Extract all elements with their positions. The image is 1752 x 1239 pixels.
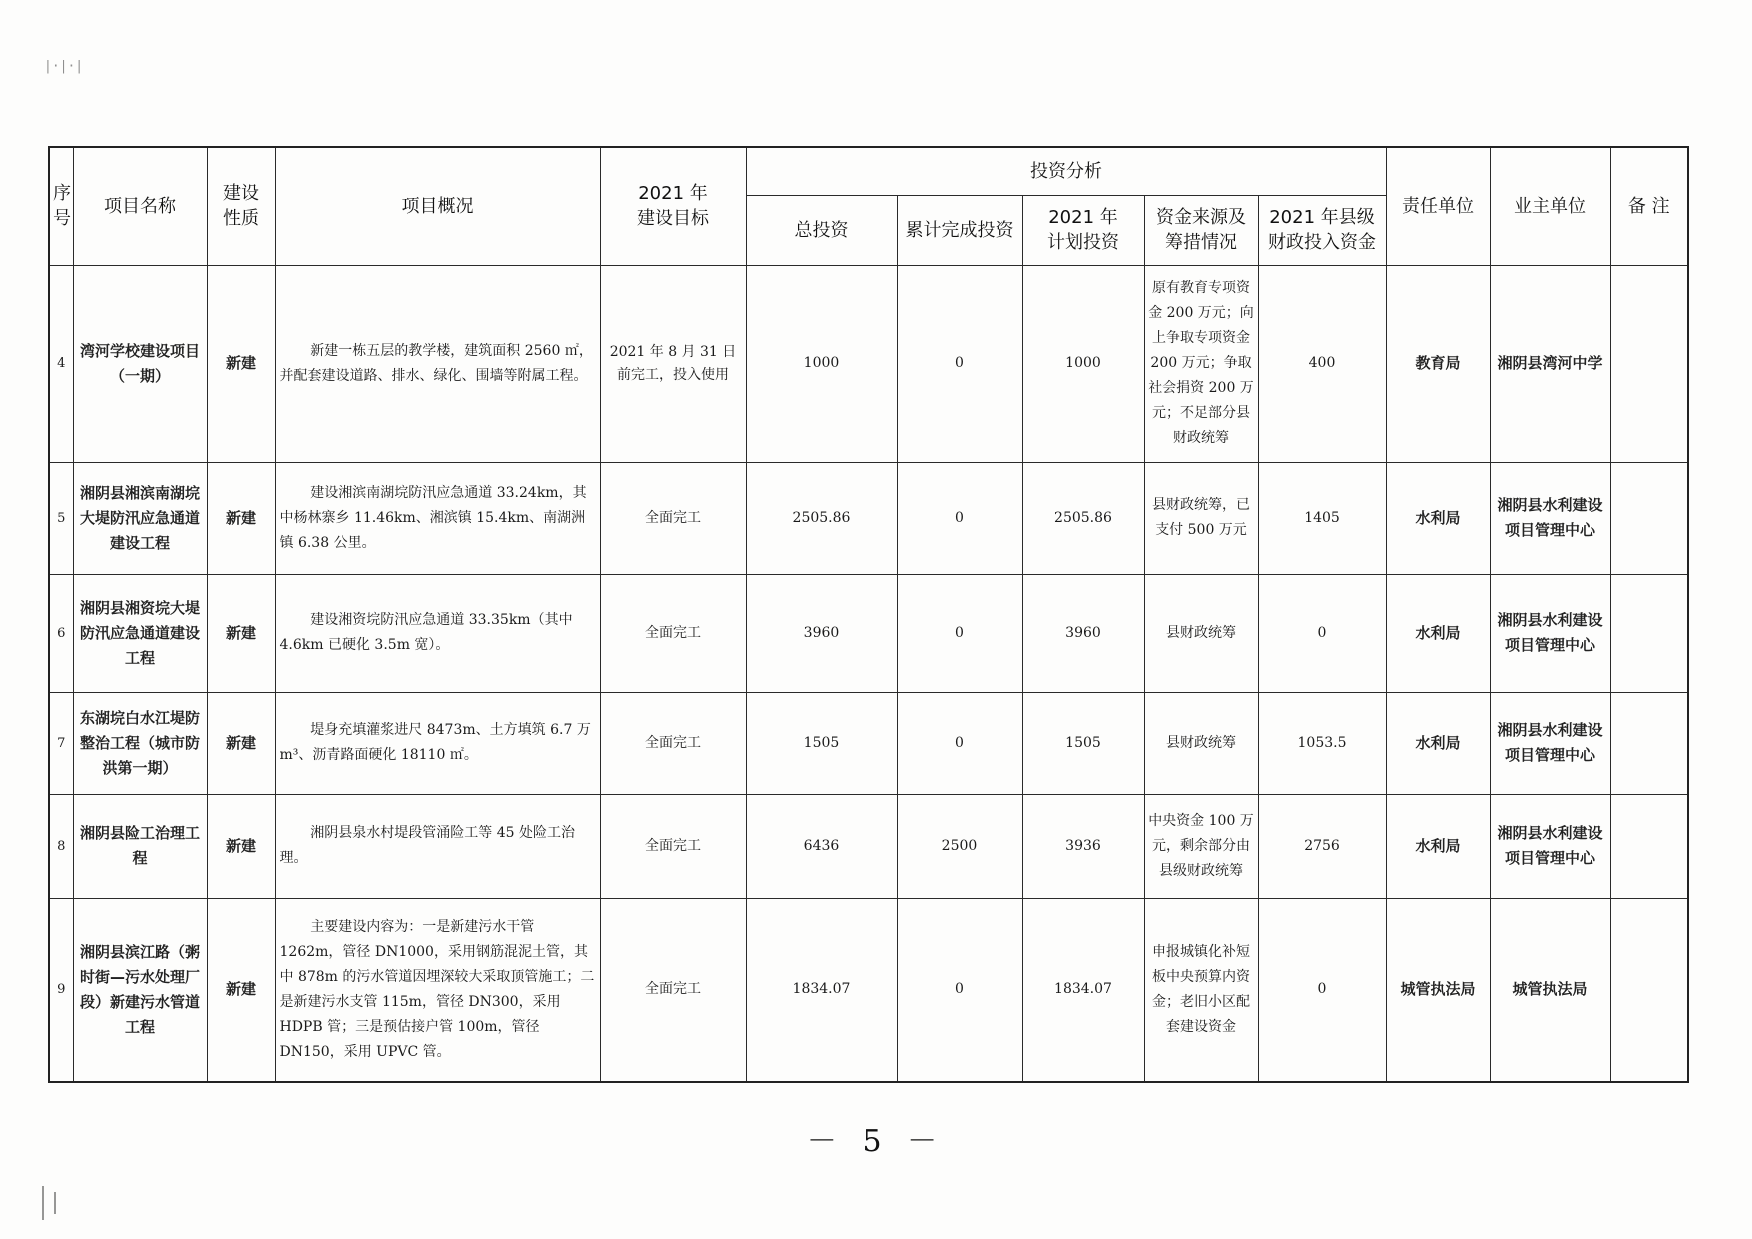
- cell-responsible: 城管执法局: [1386, 898, 1490, 1082]
- cell-seq: 8: [49, 794, 73, 898]
- cell-target: 全面完工: [600, 898, 746, 1082]
- header-total-investment: 总投资: [746, 195, 897, 265]
- cell-cumulative: 2500: [897, 794, 1022, 898]
- cell-project-name: 湘阴县湘资垸大堤防汛应急通道建设工程: [73, 574, 207, 692]
- cell-nature: 新建: [207, 898, 275, 1082]
- scan-artifact-top: |·|·|: [44, 59, 84, 74]
- table-row: [49, 265, 1688, 462]
- cell-total-investment: 2505.86: [746, 462, 897, 574]
- cell-owner: 湘阴县水利建设项目管理中心: [1490, 794, 1610, 898]
- header-owner: 业主单位: [1490, 147, 1610, 265]
- cell-target: 全面完工: [600, 794, 746, 898]
- cell-county-funds: 0: [1258, 898, 1386, 1082]
- cell-project-name: 湘阴县滨江路（粥时街—污水处理厂段）新建污水管道工程: [73, 898, 207, 1082]
- page-number: － 5 －: [806, 1124, 946, 1159]
- header-plan-2021: 2021 年 计划投资: [1022, 195, 1144, 265]
- cell-project-name: 东湖垸白水江堤防整治工程（城市防洪第一期）: [73, 692, 207, 794]
- cell-cumulative: 0: [897, 265, 1022, 462]
- cell-county-funds: 0: [1258, 574, 1386, 692]
- cell-owner: 湘阴县水利建设项目管理中心: [1490, 462, 1610, 574]
- cell-county-funds: 1053.5: [1258, 692, 1386, 794]
- cell-seq: 4: [49, 265, 73, 462]
- cell-seq: 7: [49, 692, 73, 794]
- table-row: [49, 898, 1688, 1082]
- header-overview: 项目概况: [275, 147, 600, 265]
- table-row: [49, 462, 1688, 574]
- cell-owner: 湘阴县湾河中学: [1490, 265, 1610, 462]
- cell-plan-2021: 1505: [1022, 692, 1144, 794]
- cell-overview: 主要建设内容为：一是新建污水干管 1262m，管径 DN1000，采用钢筋混泥土管，其中 878m 的污水管道因埋深较大采取顶管施工；二是新建污水支管 115m，管径 DN300，采用 HDPB 管；三是预估接户管 100m，管径 DN150，采用 UPVC 管。: [275, 898, 600, 1082]
- cell-plan-2021: 3960: [1022, 574, 1144, 692]
- cell-project-name: 湾河学校建设项目（一期）: [73, 265, 207, 462]
- cell-fund-source: 申报城镇化补短板中央预算内资金；老旧小区配套建设资金: [1144, 898, 1258, 1082]
- cell-nature: 新建: [207, 794, 275, 898]
- cell-cumulative: 0: [897, 898, 1022, 1082]
- cell-total-investment: 1000: [746, 265, 897, 462]
- cell-plan-2021: 2505.86: [1022, 462, 1144, 574]
- cell-responsible: 教育局: [1386, 265, 1490, 462]
- cell-overview: 新建一栋五层的教学楼，建筑面积 2560 ㎡，并配套建设道路、排水、绿化、围墙等附属工程。: [275, 265, 600, 462]
- cell-remarks: [1610, 265, 1688, 462]
- cell-nature: 新建: [207, 574, 275, 692]
- cell-overview: 建设湘资垸防汛应急通道 33.35km（其中 4.6km 已硬化 3.5m 宽）。: [275, 574, 600, 692]
- table-row: [49, 794, 1688, 898]
- cell-target: 全面完工: [600, 574, 746, 692]
- cell-owner: 城管执法局: [1490, 898, 1610, 1082]
- cell-plan-2021: 3936: [1022, 794, 1144, 898]
- header-fund-source: 资金来源及 筹措情况: [1144, 195, 1258, 265]
- header-seq: 序 号: [49, 147, 73, 265]
- header-remarks: 备 注: [1610, 147, 1688, 265]
- cell-county-funds: 1405: [1258, 462, 1386, 574]
- cell-remarks: [1610, 898, 1688, 1082]
- header-project-name: 项目名称: [73, 147, 207, 265]
- cell-project-name: 湘阴县险工治理工程: [73, 794, 207, 898]
- cell-fund-source: 县财政统筹，已支付 500 万元: [1144, 462, 1258, 574]
- cell-nature: 新建: [207, 692, 275, 794]
- cell-target: 全面完工: [600, 462, 746, 574]
- cell-cumulative: 0: [897, 462, 1022, 574]
- cell-project-name: 湘阴县湘滨南湖垸大堤防汛应急通道建设工程: [73, 462, 207, 574]
- cell-fund-source: 县财政统筹: [1144, 574, 1258, 692]
- cell-remarks: [1610, 794, 1688, 898]
- header-responsible: 责任单位: [1386, 147, 1490, 265]
- cell-remarks: [1610, 574, 1688, 692]
- cell-total-investment: 6436: [746, 794, 897, 898]
- cell-responsible: 水利局: [1386, 462, 1490, 574]
- header-county-funds: 2021 年县级 财政投入资金: [1258, 195, 1386, 265]
- cell-remarks: [1610, 462, 1688, 574]
- cell-fund-source: 原有教育专项资金 200 万元；向上争取专项资金 200 万元；争取社会捐资 200 万元；不足部分县财政统筹: [1144, 265, 1258, 462]
- cell-owner: 湘阴县水利建设项目管理中心: [1490, 692, 1610, 794]
- cell-seq: 6: [49, 574, 73, 692]
- cell-county-funds: 2756: [1258, 794, 1386, 898]
- cell-fund-source: 县财政统筹: [1144, 692, 1258, 794]
- cell-cumulative: 0: [897, 574, 1022, 692]
- header-nature: 建设 性质: [207, 147, 275, 265]
- header-investment-group: 投资分析: [746, 147, 1386, 195]
- cell-target: 全面完工: [600, 692, 746, 794]
- cell-nature: 新建: [207, 462, 275, 574]
- cell-total-investment: 1505: [746, 692, 897, 794]
- cell-plan-2021: 1000: [1022, 265, 1144, 462]
- cell-total-investment: 3960: [746, 574, 897, 692]
- cell-target: 2021 年 8 月 31 日前完工，投入使用: [600, 265, 746, 462]
- cell-overview: 建设湘滨南湖垸防汛应急通道 33.24km，其中杨林寨乡 11.46km、湘滨镇 15.4km、南湖洲镇 6.38 公里。: [275, 462, 600, 574]
- project-table: [48, 146, 1689, 1083]
- cell-county-funds: 400: [1258, 265, 1386, 462]
- cell-nature: 新建: [207, 265, 275, 462]
- table-row: [49, 692, 1688, 794]
- cell-overview: 湘阴县泉水村堤段管涌险工等 45 处险工治理。: [275, 794, 600, 898]
- cell-responsible: 水利局: [1386, 794, 1490, 898]
- cell-responsible: 水利局: [1386, 692, 1490, 794]
- cell-responsible: 水利局: [1386, 574, 1490, 692]
- header-cumulative: 累计完成投资: [897, 195, 1022, 265]
- cell-remarks: [1610, 692, 1688, 794]
- header-target: 2021 年 建设目标: [600, 147, 746, 265]
- cell-overview: 堤身充填灌浆进尺 8473m、土方填筑 6.7 万 m³、沥青路面硬化 18110 ㎡。: [275, 692, 600, 794]
- cell-seq: 9: [49, 898, 73, 1082]
- cell-total-investment: 1834.07: [746, 898, 897, 1082]
- cell-plan-2021: 1834.07: [1022, 898, 1144, 1082]
- cell-cumulative: 0: [897, 692, 1022, 794]
- cell-owner: 湘阴县水利建设项目管理中心: [1490, 574, 1610, 692]
- scan-artifact-bottom: [42, 1186, 84, 1220]
- cell-seq: 5: [49, 462, 73, 574]
- cell-fund-source: 中央资金 100 万元，剩余部分由县级财政统筹: [1144, 794, 1258, 898]
- table-row: [49, 574, 1688, 692]
